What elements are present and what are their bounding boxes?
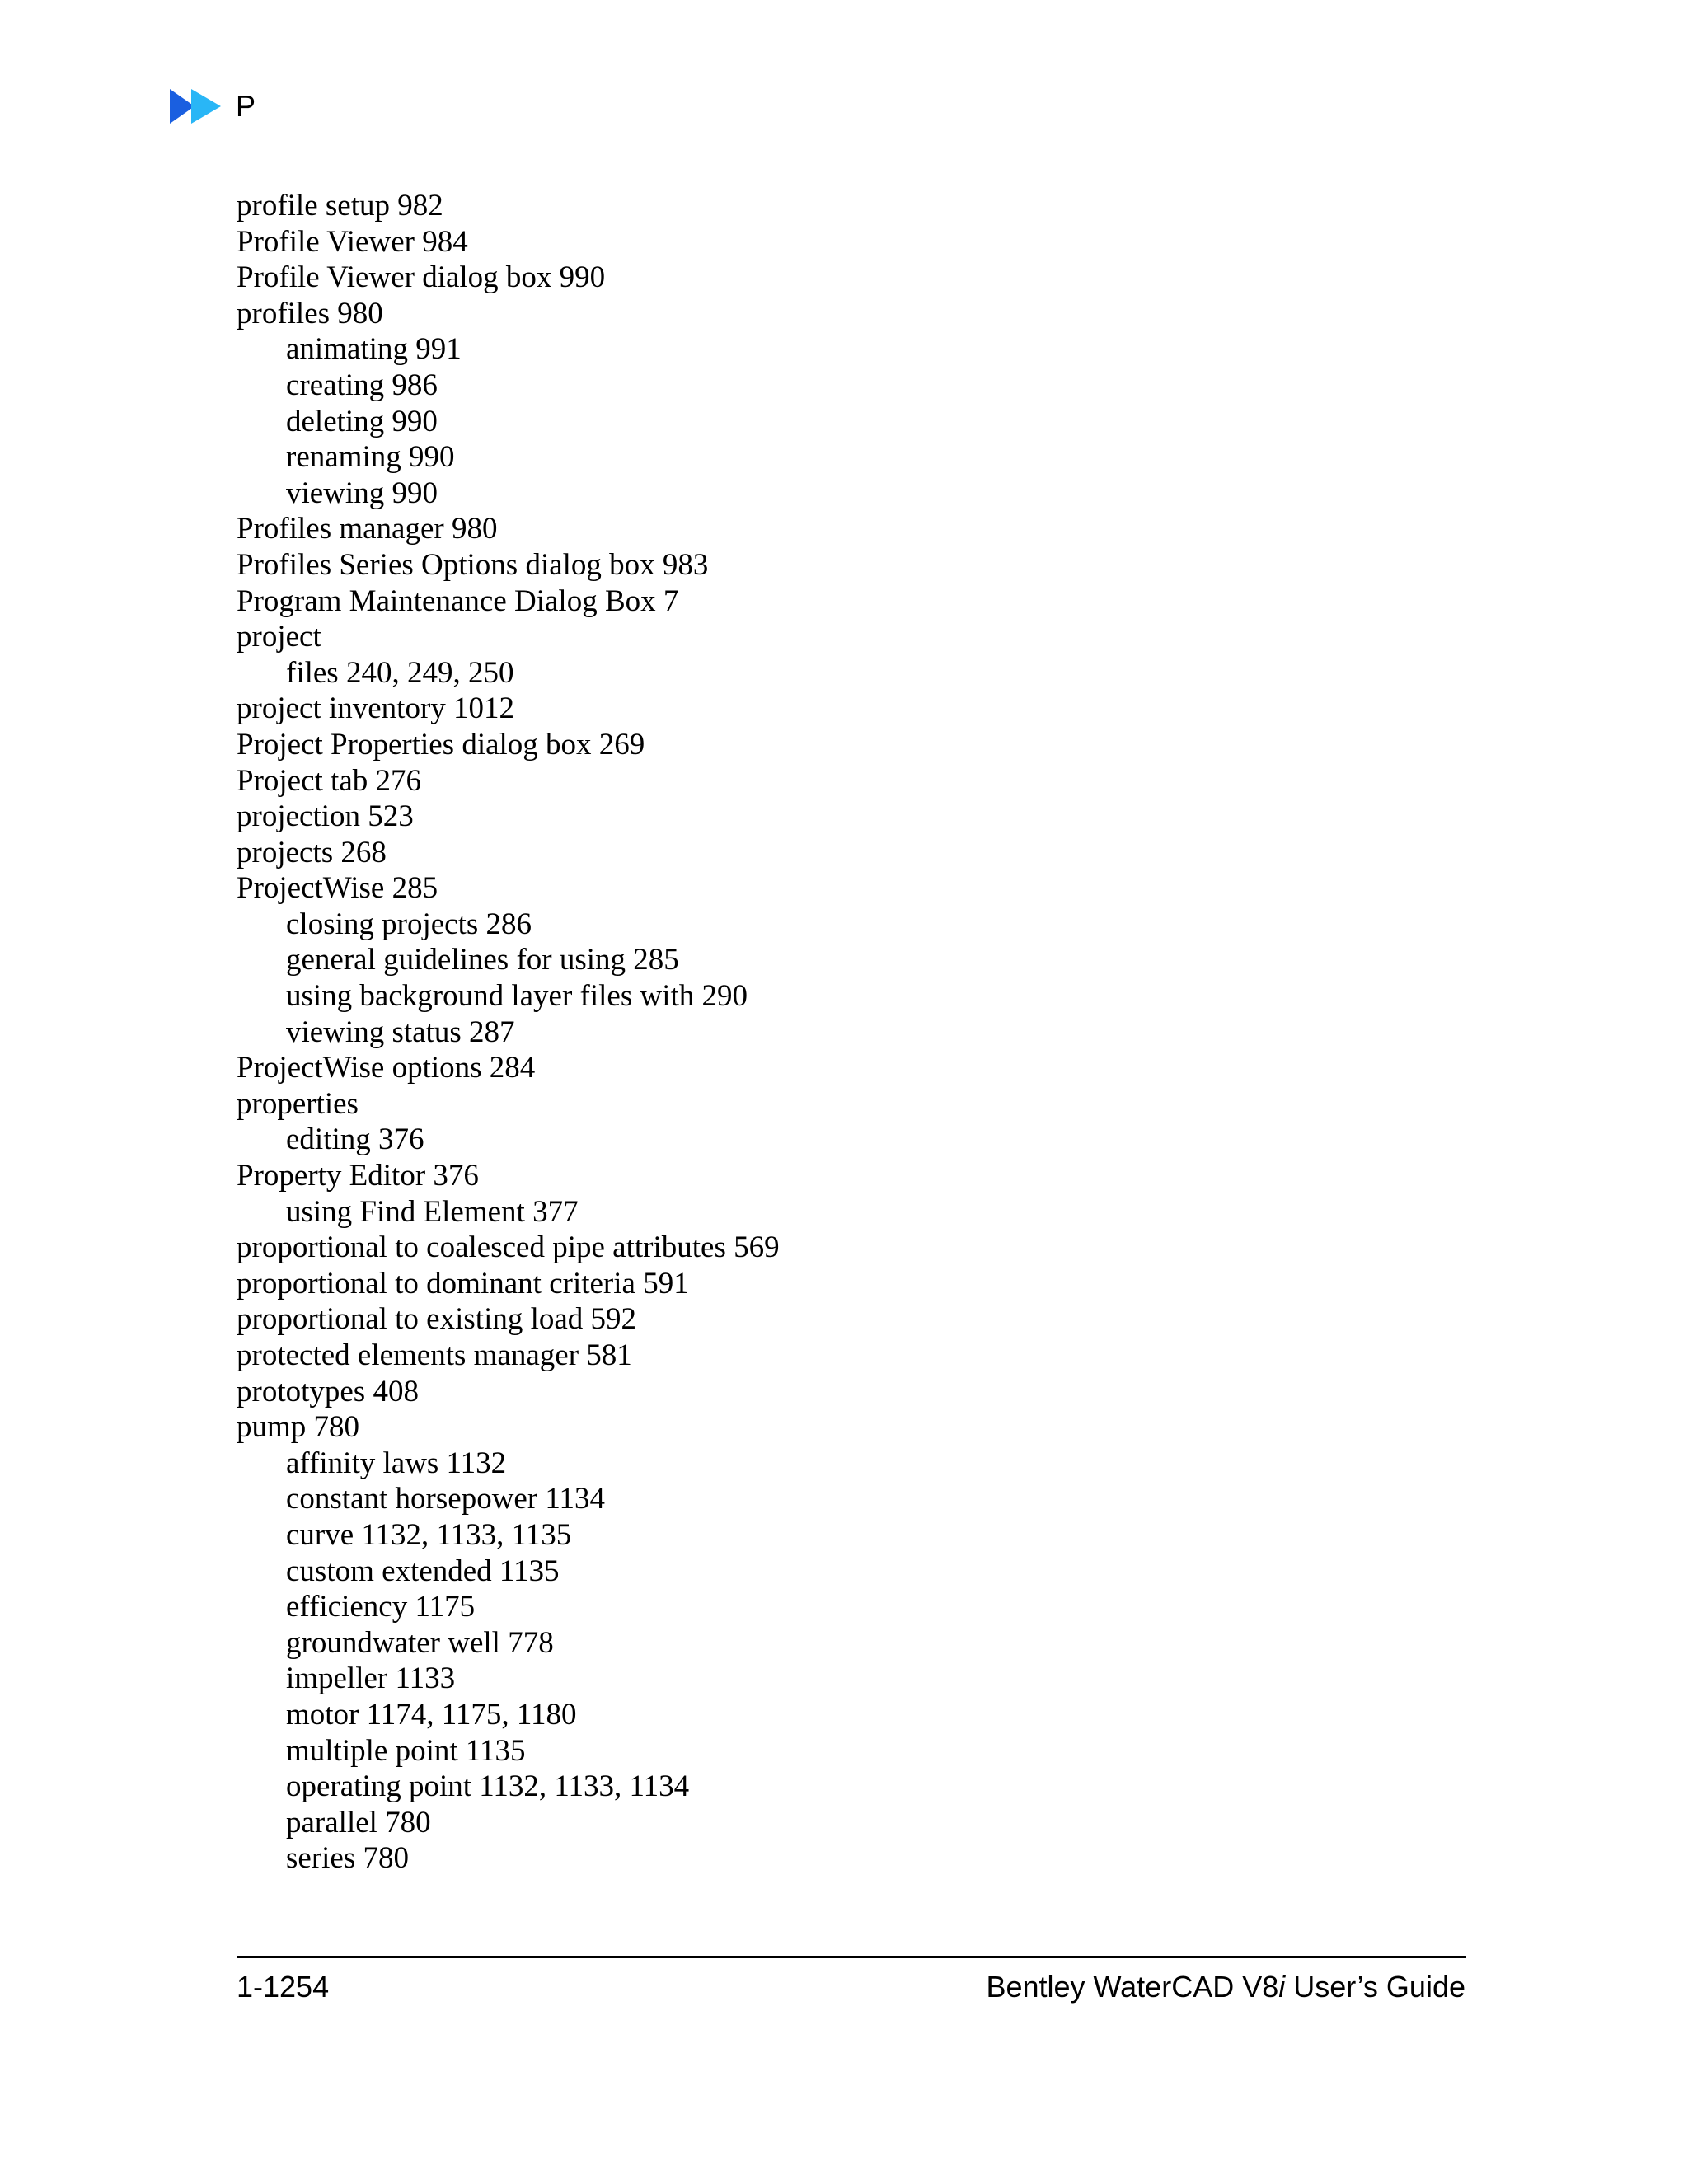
index-entry: profile setup 982: [237, 189, 443, 223]
index-subentry: affinity laws 1132: [286, 1446, 507, 1480]
index-entry: Profile Viewer dialog box 990: [237, 260, 606, 295]
index-entry: protected elements manager 581: [237, 1338, 632, 1372]
index-entry: profiles 980: [237, 296, 383, 330]
index-subentry: motor 1174, 1175, 1180: [286, 1697, 577, 1732]
index-entry: proportional to existing load 592: [237, 1302, 637, 1337]
index-subentry: using background layer files with 290: [286, 979, 748, 1014]
section-header: [170, 87, 256, 126]
index-subentry: multiple point 1135: [286, 1733, 526, 1768]
book-title-prefix: Bentley WaterCAD V8: [986, 1970, 1279, 2004]
index-entry: Project Properties dialog box 269: [237, 727, 645, 762]
index-subentry: efficiency 1175: [286, 1590, 476, 1624]
index-entries-list: [237, 188, 780, 1877]
index-subentry: files 240, 249, 250: [286, 655, 514, 690]
index-subentry: custom extended 1135: [286, 1554, 560, 1588]
index-subentry: deleting 990: [286, 404, 438, 438]
index-entry: Profiles manager 980: [237, 512, 498, 546]
index-entry: Property Editor 376: [237, 1159, 479, 1193]
index-subentry: general guidelines for using 285: [286, 943, 679, 977]
index-entry: ProjectWise 285: [237, 871, 438, 906]
index-entry: Program Maintenance Dialog Box 7: [237, 583, 679, 618]
double-chevron-right-icon: [170, 89, 221, 124]
index-subentry: using Find Element 377: [286, 1194, 579, 1229]
page-number: 1-1254: [237, 1970, 330, 2004]
index-subentry: constant horsepower 1134: [286, 1482, 606, 1516]
index-entry: project: [237, 620, 321, 654]
index-subentry: curve 1132, 1133, 1135: [286, 1517, 572, 1552]
index-entry: prototypes 408: [237, 1374, 419, 1408]
index-entry: properties: [237, 1086, 359, 1121]
index-subentry: viewing status 287: [286, 1015, 515, 1049]
index-entry: projection 523: [237, 799, 414, 834]
index-entry: Project tab 276: [237, 763, 422, 798]
index-subentry: editing 376: [286, 1122, 424, 1157]
index-subentry: renaming 990: [286, 440, 455, 475]
section-letter: P: [236, 89, 256, 123]
book-title: [986, 1972, 1465, 2002]
book-title-italic: i: [1278, 1970, 1286, 2004]
index-subentry: closing projects 286: [286, 907, 532, 941]
index-entry: projects 268: [237, 835, 387, 869]
index-subentry: operating point 1132, 1133, 1134: [286, 1769, 690, 1804]
index-entry: pump 780: [237, 1410, 360, 1445]
index-subentry: viewing 990: [286, 476, 438, 510]
index-entry: Profiles Series Options dialog box 983: [237, 547, 709, 582]
index-subentry: creating 986: [286, 368, 438, 402]
index-entry: project inventory 1012: [237, 691, 515, 726]
index-subentry: series 780: [286, 1841, 409, 1876]
index-entry: proportional to dominant criteria 591: [237, 1266, 689, 1301]
index-subentry: impeller 1133: [286, 1661, 456, 1696]
book-title-suffix: User’s Guide: [1285, 1970, 1465, 2004]
index-subentry: parallel 780: [286, 1805, 431, 1840]
footer-divider: [237, 1956, 1466, 1958]
index-entry: Profile Viewer 984: [237, 224, 468, 259]
index-entry: ProjectWise options 284: [237, 1051, 536, 1085]
index-subentry: groundwater well 778: [286, 1625, 554, 1660]
index-entry: proportional to coalesced pipe attributes 569: [237, 1230, 780, 1265]
index-subentry: animating 991: [286, 332, 462, 367]
